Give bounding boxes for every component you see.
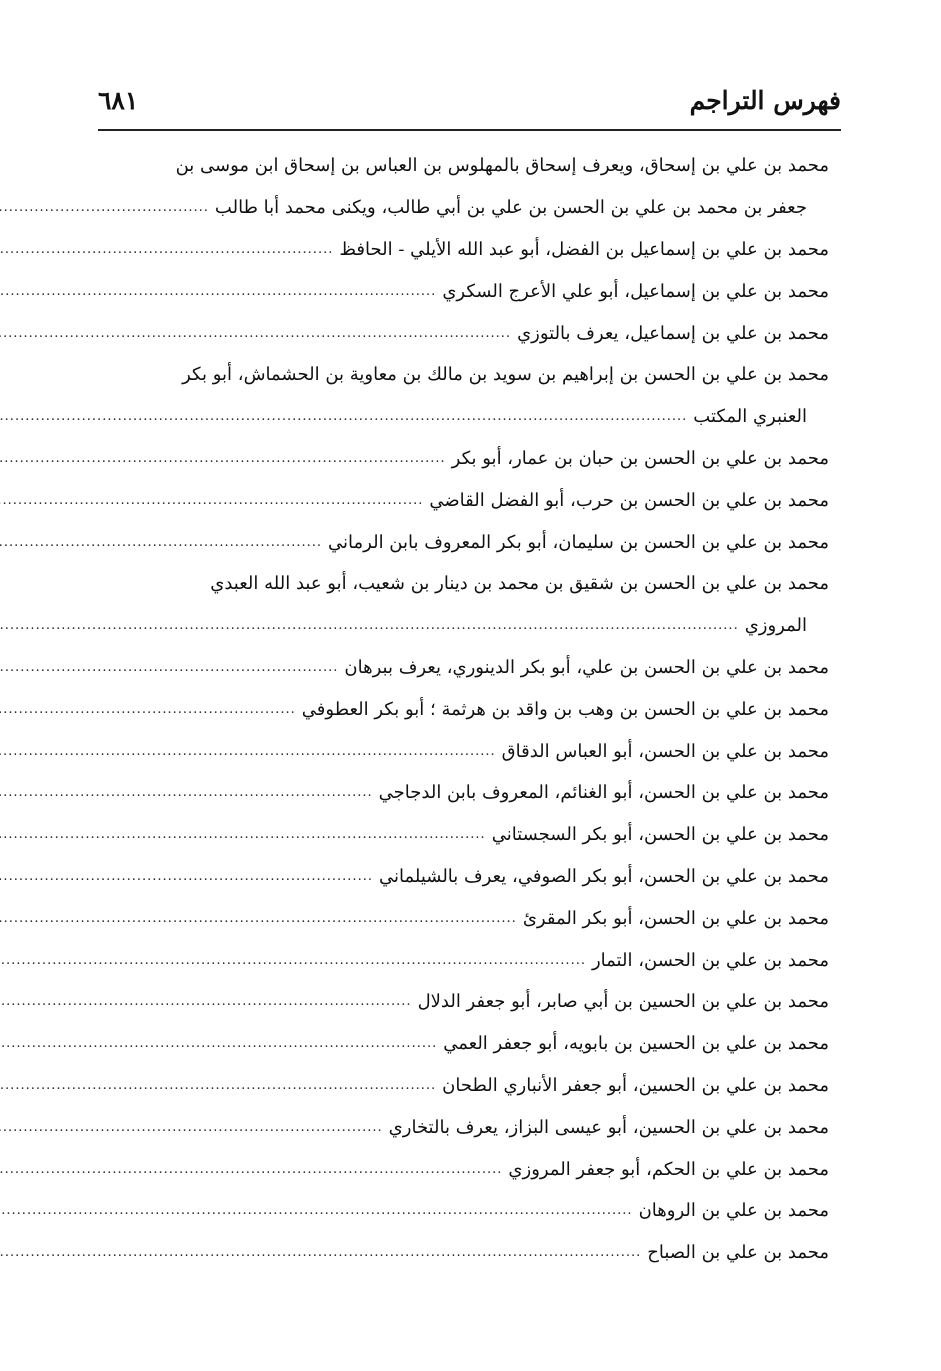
- index-entry: [100, 354, 829, 438]
- entry-line: [100, 772, 829, 814]
- entry-name: محمد بن علي بن الحسن، أبو الغنائم، المعروف بابن الدجاجي: [378, 782, 829, 804]
- entry-line: [100, 856, 829, 898]
- page-header: [98, 80, 841, 120]
- entry-line: [100, 897, 829, 939]
- index-entry: [100, 1106, 829, 1148]
- leader-dots: [0, 1245, 641, 1260]
- index-entry: [100, 145, 829, 229]
- page-number: ٦٨١: [98, 85, 139, 115]
- index-entry: [100, 312, 829, 354]
- entry-line: [100, 438, 829, 480]
- entry-name: محمد بن علي بن الحسين، أبو جعفر الأنباري الطحان: [442, 1074, 829, 1096]
- index-entry: [100, 270, 829, 312]
- entry-name: محمد بن علي بن الحسن بن حبان بن عمار، أبو بكر: [451, 447, 829, 469]
- entry-name: محمد بن علي بن الحسن بن إبراهيم بن سويد بن مالك بن معاوية بن الحشماش، أبو بكر: [182, 364, 829, 386]
- entry-name: محمد بن علي بن الحسن، أبو بكر المقرئ: [522, 907, 829, 929]
- index-entry: [100, 897, 829, 939]
- leader-dots: [0, 242, 333, 257]
- entry-line: [100, 981, 829, 1023]
- entry-line: [100, 1190, 829, 1232]
- leader-dots: [0, 827, 486, 842]
- entry-name: محمد بن علي بن الحسين، أبو عيسى البزاز، يعرف بالتخاري: [388, 1116, 829, 1138]
- entry-continuation-line: [100, 396, 829, 438]
- leader-dots: [0, 451, 446, 466]
- index-entry: [100, 438, 829, 480]
- leader-dots: [0, 326, 511, 341]
- leader-dots: [0, 200, 209, 215]
- index-entry: [100, 730, 829, 772]
- leader-dots: [0, 869, 373, 884]
- entry-line: [100, 354, 829, 396]
- index-entry: [100, 981, 829, 1023]
- entry-line: [100, 1148, 829, 1190]
- leader-dots: [0, 953, 586, 968]
- index-entry: [100, 1190, 829, 1232]
- leader-dots: [0, 618, 739, 633]
- entry-name: محمد بن علي بن الحسن بن شقيق بن محمد بن دينار بن شعيب، أبو عبد الله العبدي: [210, 573, 829, 595]
- entry-line: [100, 563, 829, 605]
- index-entry: [100, 1065, 829, 1107]
- index-entry: [100, 772, 829, 814]
- leader-dots: [0, 911, 517, 926]
- leader-dots: [0, 994, 412, 1009]
- entry-name: محمد بن علي بن الحسن بن سليمان، أبو بكر المعروف بابن الرماني: [328, 531, 829, 553]
- leader-dots: [0, 1203, 633, 1218]
- entry-name: محمد بن علي بن الروهان: [638, 1200, 829, 1222]
- leader-dots: [0, 744, 496, 759]
- leader-dots: [0, 1120, 383, 1135]
- entry-name: محمد بن علي بن إسحاق، ويعرف إسحاق بالمهلوس بن العباس بن إسحاق ابن موسى بن: [175, 155, 829, 177]
- entry-continuation-line: [100, 605, 829, 647]
- entry-line: [100, 479, 829, 521]
- index-entry: [100, 1148, 829, 1190]
- leader-dots: [0, 284, 436, 299]
- leader-dots: [0, 785, 373, 800]
- page-title: فهرس التراجم: [689, 85, 841, 115]
- leader-dots: [0, 1162, 502, 1177]
- index-entry: [100, 939, 829, 981]
- entry-line: [100, 312, 829, 354]
- index-entry: [100, 1232, 829, 1274]
- entry-name: محمد بن علي بن الصباح: [647, 1242, 829, 1264]
- entry-name: محمد بن علي بن الحسن بن وهب بن واقد بن هرثمة ؛ أبو بكر العطوفي: [301, 698, 829, 720]
- entry-line: [100, 814, 829, 856]
- entry-line: [100, 730, 829, 772]
- entry-line: [100, 1023, 829, 1065]
- index-entry: [100, 1023, 829, 1065]
- leader-dots: [0, 1036, 437, 1051]
- leader-dots: [0, 535, 322, 550]
- entry-name: محمد بن علي بن الحسن، أبو العباس الدقاق: [501, 740, 829, 762]
- index-entry: [100, 479, 829, 521]
- entry-line: [100, 270, 829, 312]
- entry-line: [100, 1065, 829, 1107]
- index-entry: [100, 563, 829, 647]
- entry-line: [100, 1232, 829, 1274]
- entry-line: [100, 145, 829, 187]
- entry-name: محمد بن علي بن الحسن، أبو بكر الصوفي، يعرف بالشيلماني: [378, 865, 829, 887]
- entry-name: محمد بن علي بن الحسين بن أبي صابر، أبو جعفر الدلال: [417, 991, 829, 1013]
- entry-name: محمد بن علي بن الحسن بن علي، أبو بكر الدينوري، يعرف ببرهان: [344, 656, 829, 678]
- entry-line: [100, 521, 829, 563]
- index-entry: [100, 814, 829, 856]
- entry-name: محمد بن علي بن إسماعيل بن الفضل، أبو عبد الله الأيلي - الحافظ: [339, 238, 829, 260]
- entry-name: محمد بن علي بن الحكم، أبو جعفر المروزي: [508, 1158, 829, 1180]
- entry-name: محمد بن علي بن الحسن، أبو بكر السجستاني: [491, 824, 829, 846]
- index-entry: [100, 856, 829, 898]
- entry-list: [100, 145, 829, 1274]
- entry-line: [100, 647, 829, 689]
- leader-dots: [0, 702, 296, 717]
- entry-line: [100, 1106, 829, 1148]
- entry-name: محمد بن علي بن إسماعيل، أبو علي الأعرج السكري: [442, 280, 829, 302]
- leader-dots: [0, 1078, 436, 1093]
- entry-name: جعفر بن محمد بن علي بن الحسن بن علي بن أبي طالب، ويكنى محمد أبا طالب: [214, 197, 807, 219]
- entry-line: [100, 939, 829, 981]
- entry-continuation-line: [100, 187, 829, 229]
- entry-name: محمد بن علي بن الحسن، التمار: [591, 949, 829, 971]
- entry-name: محمد بن علي بن الحسن بن حرب، أبو الفضل القاضي: [429, 489, 829, 511]
- index-entry: [100, 521, 829, 563]
- index-entry: [100, 647, 829, 689]
- entry-name: محمد بن علي بن إسماعيل، يعرف بالتوزي: [517, 322, 829, 344]
- entry-name: العنبري المكتب: [693, 406, 807, 428]
- entry-line: [100, 688, 829, 730]
- entry-name: المروزي: [744, 615, 807, 637]
- entry-line: [100, 229, 829, 271]
- leader-dots: [0, 493, 423, 508]
- index-entry: [100, 688, 829, 730]
- leader-dots: [0, 409, 687, 424]
- index-entry: [100, 229, 829, 271]
- leader-dots: [0, 660, 338, 675]
- entry-name: محمد بن علي بن الحسين بن بابويه، أبو جعفر العمي: [443, 1033, 829, 1055]
- header-rule: [98, 129, 841, 131]
